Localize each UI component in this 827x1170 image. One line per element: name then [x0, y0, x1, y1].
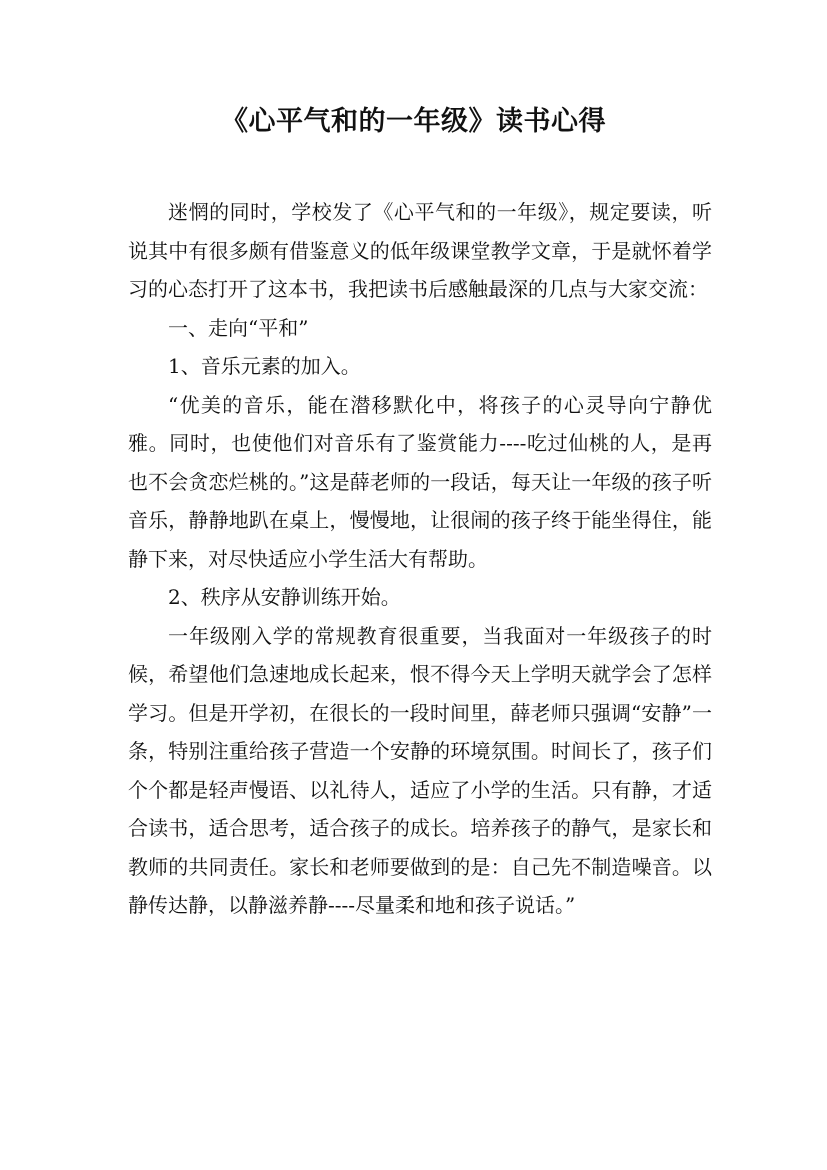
subheading-music: 1、音乐元素的加入。 [168, 354, 361, 378]
paragraph-music: “优美的音乐，能在潜移默化中，将孩子的心灵导向宁静优雅。同时，也使他们对音乐有了鉴赏能力----吃过仙桃的人，是再也不会贪恋烂桃的。”这是薛老师的一段话，每天让一年级的孩子听音乐，静静地趴在桌上，慢慢地，让很闹的孩子终于能坐得住，能静下来，对尽快适应小学生活大有帮助。 [128, 392, 712, 571]
section-heading-pinghe: 一、走向“平和” [168, 315, 309, 340]
subheading-order: 2、秩序从安静训练开始。 [168, 585, 401, 609]
document-title: 《心平气和的一年级》读书心得 [221, 106, 606, 137]
paragraph-intro: 迷惘的同时，学校发了《心平气和的一年级》，规定要读，听说其中有很多颇有借鉴意义的低年级课堂教学文章，于是就怀着学习的心态打开了这本书，我把读书后感触最深的几点与大家交流： [128, 200, 712, 301]
document-body [128, 193, 712, 925]
paragraph-order: 一年级刚入学的常规教育很重要，当我面对一年级孩子的时候，希望他们急速地成长起来，恨不得今天上学明天就学会了怎样学习。但是开学初，在很长的一段时间里，薛老师只强调“安静”一条，特别注重给孩子营造一个安静的环境氛围。时间长了，孩子们个个都是轻声慢语、以礼待人，适应了小学的生活。只有静，才适合读书，适合思考，适合孩子的成长。培养孩子的静气，是家长和教师的共同责任。家长和老师要做到的是：自己先不制造噪音。以静传达静，以静滋养静----尽量柔和地和孩子说话。” [128, 623, 712, 917]
